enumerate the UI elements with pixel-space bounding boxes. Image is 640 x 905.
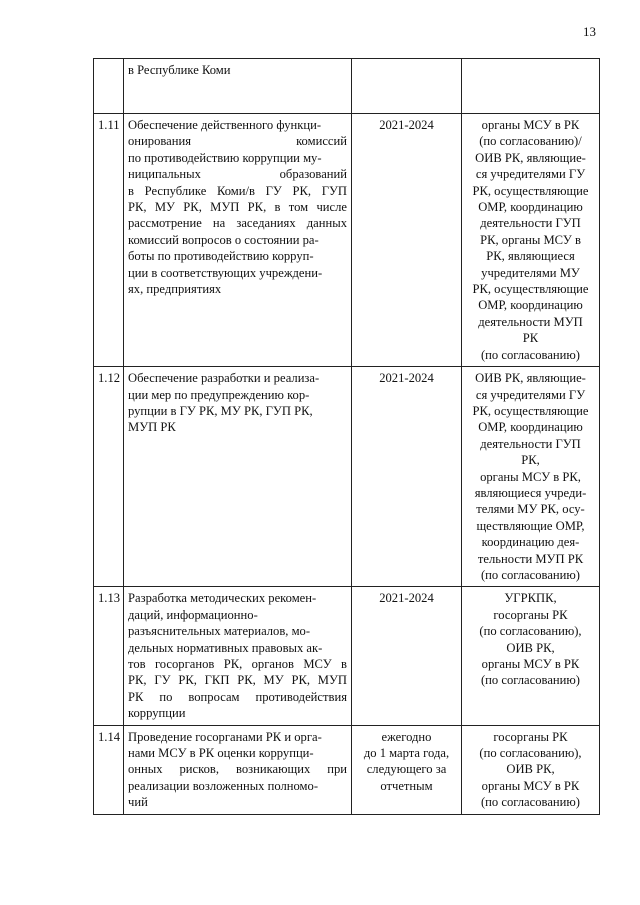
cell-text-line: госорганы РК: [493, 729, 568, 744]
cell-text-line: ОИВ РК,: [506, 640, 555, 655]
cell-text-line: РК: [522, 331, 539, 346]
cell-text-line: разъяснительных материалов, мо-: [128, 624, 311, 639]
cell-text-line: деятельности ГУП: [480, 436, 581, 451]
cell-text-line: госорганы РК: [493, 607, 568, 622]
cell-text-line: РК,: [521, 453, 540, 468]
cell-text-line: органы МСУ в РК: [481, 778, 580, 793]
executor-cell: [462, 587, 600, 725]
cell-text-line: нами МСУ в РК оценки коррупци-: [128, 746, 314, 761]
cell-text-line: (по согласованию),: [479, 624, 582, 639]
measure-cell: [124, 725, 352, 814]
cell-text-line: учредителями МУ: [481, 265, 580, 280]
cell-text-line: координацию дея-: [481, 535, 580, 550]
cell-text-line: ществляющие ОМР,: [476, 518, 585, 533]
cell-text-line: РК, осуществляющие: [472, 403, 589, 418]
cell-text-line: коррупции: [128, 706, 186, 721]
cell-text-line: ниципальных образований: [128, 167, 347, 182]
cell-text-line: отчетным: [380, 778, 433, 793]
cell-text-line: онирования комиссий: [128, 134, 347, 149]
measures-table: [93, 58, 600, 815]
cell-text-line: тельности МУП РК: [477, 551, 584, 566]
executor-cell: [462, 114, 600, 367]
term-cell: [352, 114, 462, 367]
row-number-cell: 1.11: [94, 114, 124, 367]
cell-text-line: ОМР, координацию: [478, 420, 583, 435]
cell-text-line: Разработка методических рекомен-: [128, 591, 317, 606]
cell-text-line: МУП РК: [128, 420, 176, 435]
cell-text-line: УГРКПК,: [504, 591, 557, 606]
cell-text-line: Обеспечение действенного функци-: [128, 118, 322, 132]
row-number-cell: 1.12: [94, 367, 124, 587]
term-cell: [352, 725, 462, 814]
cell-text-line: тов госорганов РК, органов МСУ в: [128, 657, 347, 671]
cell-text-line: РК по вопросам противодействия: [128, 689, 347, 704]
measure-cell: [124, 587, 352, 725]
cell-text-line: органы МСУ в РК,: [480, 469, 581, 484]
cell-text-line: в Республике Коми: [128, 63, 231, 77]
cell-text-line: чий: [128, 795, 148, 810]
cell-text-line: деятельности МУП: [478, 314, 583, 329]
cell-text-line: ежегодно: [381, 729, 432, 744]
cell-text-line: рупции в ГУ РК, МУ РК, ГУП РК,: [128, 403, 313, 418]
cell-text-line: Проведение госорганами РК и орга-: [128, 729, 322, 744]
measure-cell: [124, 114, 352, 367]
cell-text-line: ции мер по предупреждению кор-: [128, 387, 310, 402]
cell-text-line: ОИВ РК, являющие-: [475, 371, 586, 386]
cell-text-line: ОИВ РК, являющие-: [475, 150, 586, 165]
cell-text-line: РК, МУ РК, МУП РК, в том числе: [128, 200, 347, 215]
cell-text-line: органы МСУ в РК: [481, 118, 580, 132]
cell-text-line: ОМР, координацию: [478, 200, 583, 215]
cell-text-line: деятельности ГУП: [480, 216, 581, 231]
executor-cell: [462, 725, 600, 814]
cell-text-line: (по согласованию): [480, 347, 580, 362]
cell-text-line: (по согласованию)/: [479, 134, 582, 149]
cell-text-line: рассмотрение на заседаниях данных: [128, 216, 347, 231]
cell-text-line: комиссий вопросов о состоянии ра-: [128, 232, 319, 247]
table-row: [94, 367, 600, 587]
cell-text-line: в Республике Коми/в ГУ РК, ГУП: [128, 183, 347, 198]
cell-text-line: Обеспечение разработки и реализа-: [128, 371, 320, 386]
cell-text-line: РК, осуществляющие: [472, 183, 589, 198]
cell-text-line: боты по противодействию корруп-: [128, 249, 314, 264]
cell-text-line: ся учредителями ГУ: [475, 387, 586, 402]
row-number-cell: [94, 59, 124, 114]
cell-text-line: ях, предприятиях: [128, 282, 222, 297]
term-cell: [352, 587, 462, 725]
cell-text-line: РК, осуществляющие: [472, 282, 589, 297]
page-number: 13: [583, 24, 596, 39]
row-number-cell: 1.13: [94, 587, 124, 725]
cell-text-line: до 1 марта года,: [363, 746, 450, 761]
cell-text-line: дельных нормативных правовых ак-: [128, 640, 323, 655]
cell-text-line: следующего за: [366, 762, 447, 777]
table-row-continuation: [94, 59, 600, 114]
cell-text-line: РК, являющиеся: [486, 249, 575, 264]
cell-text-line: РК, ГУ РК, ГКП РК, МУ РК, МУП: [128, 673, 347, 688]
cell-text-line: (по согласованию): [480, 567, 580, 582]
cell-text-line: 2021-2024: [379, 118, 434, 132]
cell-text-line: органы МСУ в РК: [481, 657, 580, 671]
table-row: [94, 114, 600, 367]
measure-cell: [124, 367, 352, 587]
executor-cell: [462, 367, 600, 587]
executor-cell: [462, 59, 600, 114]
cell-text-line: телями МУ РК, осу-: [476, 502, 585, 517]
table-row: [94, 587, 600, 725]
cell-text-line: ОИВ РК,: [506, 762, 555, 777]
cell-text-line: реализации возложенных полномо-: [128, 778, 319, 793]
cell-text-line: даций, информационно-: [128, 607, 258, 622]
cell-text-line: 2021-2024: [379, 371, 434, 386]
cell-text-line: ОМР, координацию: [478, 298, 583, 313]
measure-cell: [124, 59, 352, 114]
cell-text-line: (по согласованию),: [479, 746, 582, 761]
cell-text-line: РК, органы МСУ в: [480, 232, 581, 247]
row-number-cell: 1.14: [94, 725, 124, 814]
cell-text-line: по противодействию коррупции му-: [128, 150, 322, 165]
cell-text-line: ся учредителями ГУ: [475, 167, 586, 182]
term-cell: [352, 59, 462, 114]
cell-text-line: являющиеся учреди-: [474, 485, 587, 500]
table-row: [94, 725, 600, 814]
cell-text-line: (по согласованию): [480, 673, 580, 688]
cell-text-line: 2021-2024: [379, 591, 434, 606]
cell-text-line: онных рисков, возникающих при: [128, 762, 347, 777]
term-cell: [352, 367, 462, 587]
cell-text-line: ции в соответствующих учреждени-: [128, 265, 323, 280]
cell-text-line: (по согласованию): [480, 795, 580, 810]
